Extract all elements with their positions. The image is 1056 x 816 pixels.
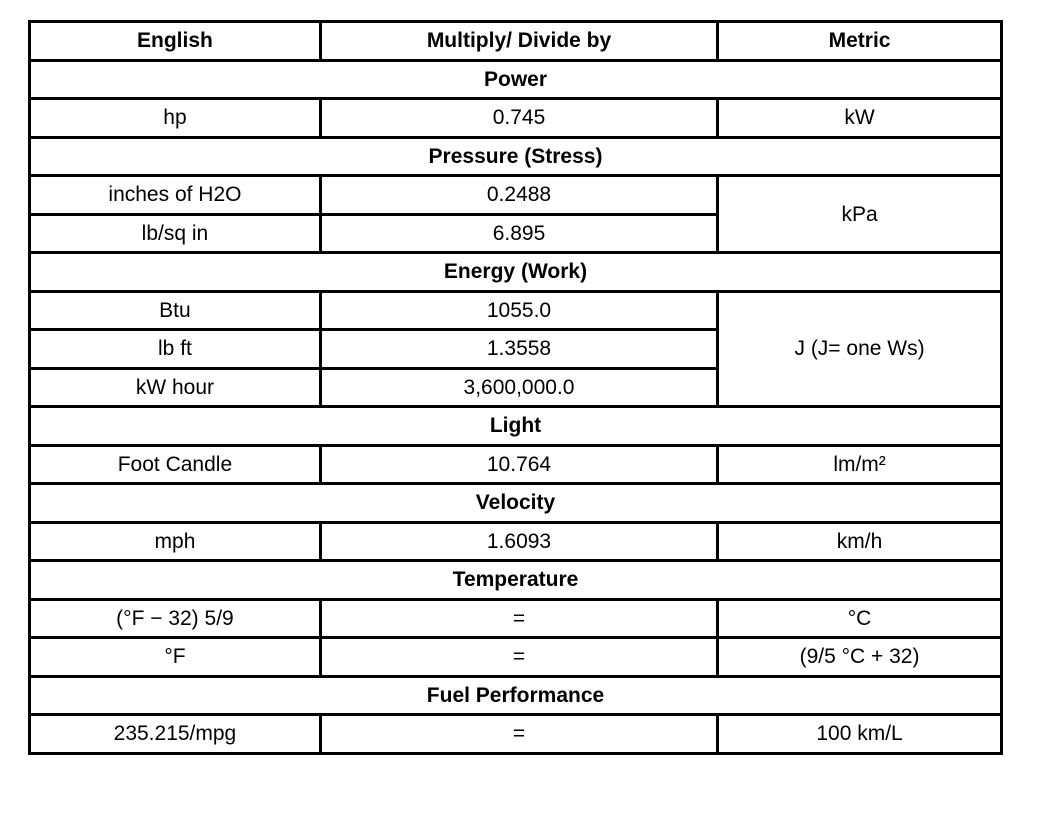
table-row [30,599,1002,638]
table-row [30,522,1002,561]
factor-cell: 3,600,000.0 [320,368,717,407]
header-row [30,22,1002,61]
header-metric: Metric [718,22,1002,61]
section-title-fuel: Fuel Performance [30,676,1002,715]
metric-cell: lm/m² [718,445,1002,484]
english-cell: mph [30,522,321,561]
metric-cell: 100 km/L [718,715,1002,754]
section-title-pressure: Pressure (Stress) [30,137,1002,176]
section-title-power: Power [30,60,1002,99]
english-cell: inches of H2O [30,176,321,215]
section-row-power [30,60,1002,99]
metric-cell: J (J= one Ws) [718,291,1002,407]
factor-cell: = [320,638,717,677]
section-row-temperature [30,561,1002,600]
english-cell: Foot Candle [30,445,321,484]
factor-cell: 6.895 [320,214,717,253]
factor-cell: = [320,715,717,754]
factor-cell: 1.6093 [320,522,717,561]
section-title-velocity: Velocity [30,484,1002,523]
table-row [30,715,1002,754]
table-row [30,445,1002,484]
metric-cell: km/h [718,522,1002,561]
english-cell: lb/sq in [30,214,321,253]
factor-cell: = [320,599,717,638]
section-row-light [30,407,1002,446]
section-title-light: Light [30,407,1002,446]
english-cell: °F [30,638,321,677]
metric-cell: kW [718,99,1002,138]
english-cell: (°F − 32) 5/9 [30,599,321,638]
section-title-energy: Energy (Work) [30,253,1002,292]
section-row-velocity [30,484,1002,523]
metric-cell: (9/5 °C + 32) [718,638,1002,677]
english-cell: lb ft [30,330,321,369]
header-english: English [30,22,321,61]
factor-cell: 1.3558 [320,330,717,369]
table-row [30,638,1002,677]
factor-cell: 0.745 [320,99,717,138]
table-row [30,99,1002,138]
table-row [30,291,1002,330]
english-cell: 235.215/mpg [30,715,321,754]
factor-cell: 10.764 [320,445,717,484]
metric-cell: °C [718,599,1002,638]
section-row-pressure [30,137,1002,176]
section-row-fuel [30,676,1002,715]
english-cell: Btu [30,291,321,330]
section-row-energy [30,253,1002,292]
header-multiply-divide: Multiply/ Divide by [320,22,717,61]
conversion-table [28,20,1003,755]
metric-cell: kPa [718,176,1002,253]
english-cell: hp [30,99,321,138]
section-title-temperature: Temperature [30,561,1002,600]
factor-cell: 1055.0 [320,291,717,330]
table-row [30,176,1002,215]
english-cell: kW hour [30,368,321,407]
factor-cell: 0.2488 [320,176,717,215]
